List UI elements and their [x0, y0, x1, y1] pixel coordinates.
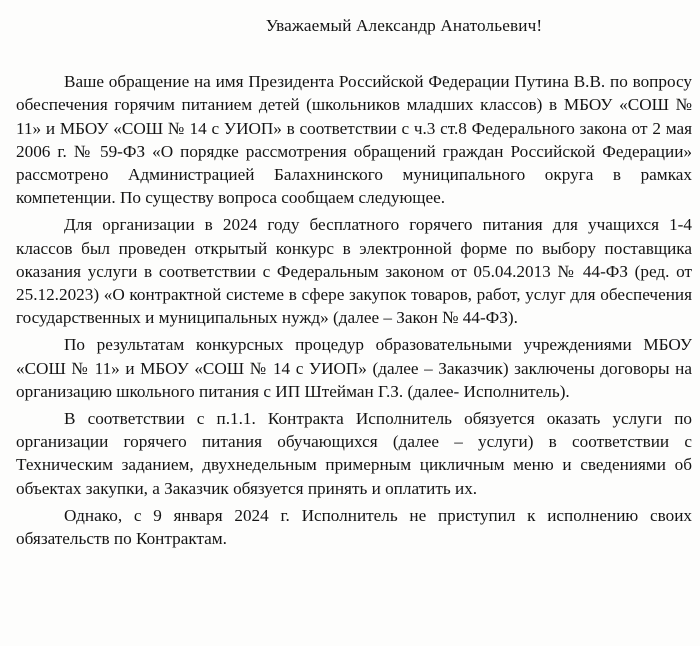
paragraph-contracts: По результатам конкурсных процедур образовательными учреждениями МБОУ «СОШ № 11» и МБОУ «СОШ № 14 с УИОП» (далее – Заказчик) заключены договоры на организацию школьного питания с ИП Штейман Г.З. (далее- Исполнитель).: [16, 335, 692, 401]
paragraph-non-performance: Однако, с 9 января 2024 г. Исполнитель не приступил к исполнению своих обязательств по Контрактам.: [16, 505, 692, 549]
paragraph-appeal: Ваше обращение на имя Президента Российской Федерации Путина В.В. по вопросу обеспечения горячим питанием детей (школьников младших классов) в МБОУ «СОШ № 11» и МБОУ «СОШ № 14 с УИОП» в соответствии с ч.3 ст.8 Федерального закона от 2 мая 2006 г. № 59-ФЗ «О порядке рассмотрения обращений граждан Российской Федерации» рассмотрено Администрацией Балахнинского муниципального округа в рамках компетенции. По существу вопроса сообщаем следующее.: [16, 72, 692, 208]
paragraph-tender: Для организации в 2024 году бесплатного горячего питания для учащихся 1-4 классов был проведен открытый конкурс в электронной форме по выбору поставщика оказания услуги в соответствии с Федеральным законом от 05.04.2013 № 44-ФЗ (ред. от 25.12.2023) «О контрактной системе в сфере закупок товаров, работ, услуг для обеспечения государственных и муниципальных нужд» (далее – Закон № 44-ФЗ).: [16, 215, 692, 328]
paragraph-obligations: В соответствии с п.1.1. Контракта Исполнитель обязуется оказать услуги по организации горячего питания обучающихся (далее – услуги) в соответствии с Техническим заданием, двухнедельным примерным цикличным меню и сведениями об объектах закупки, а Заказчик обязуется принять и оплатить их.: [16, 409, 692, 498]
salutation: Уважаемый Александр Анатольевич!: [265, 16, 543, 35]
